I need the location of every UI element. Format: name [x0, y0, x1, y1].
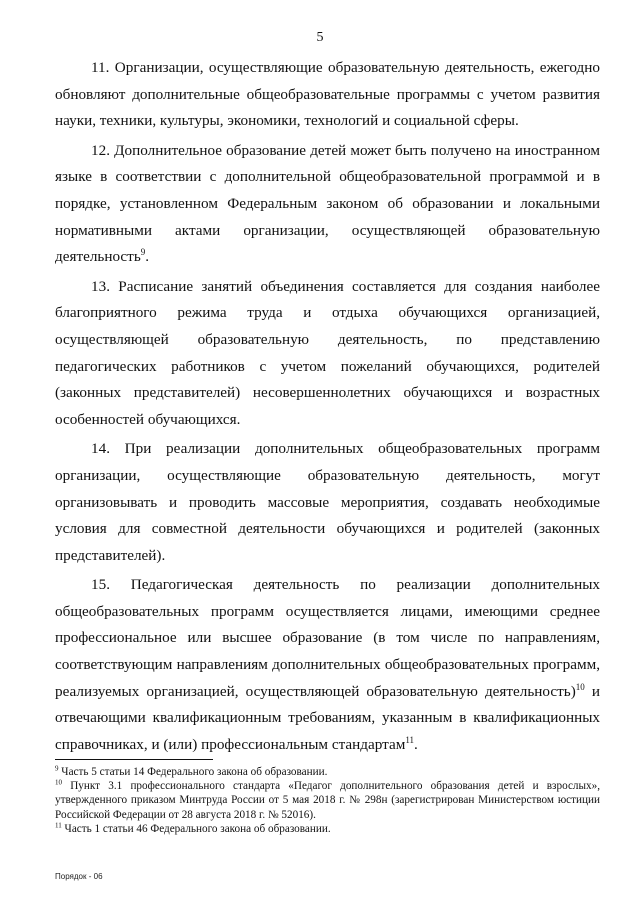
paragraph-text: 14. При реализации дополнительных общеобразовательных программ организации, осуществляющие образовательную деятельность, могут организовывать и проводить массовые мероприятия, создавать необходимые условия для совместной деятельности обучающихся и родителей (законных представителей).: [55, 440, 600, 564]
paragraph-11: [55, 55, 600, 135]
footnote-11: [55, 822, 600, 836]
document-code: Порядок - 06: [55, 872, 103, 881]
footnote-separator: [55, 759, 213, 760]
footnote-ref-9: 9: [140, 247, 146, 258]
footnotes: [55, 765, 600, 836]
paragraph-text: 15. Педагогическая деятельность по реализации дополнительных общеобразовательных программ осуществляется лицами, имеющими среднее профессиональное или высшее образование (в том числе по направлениям, соответствующим направлениям дополнительных общеобразовательных программ, реализуемых организацией, осуществляющей образовательную деятельность): [55, 576, 600, 700]
paragraph-13: [55, 274, 600, 434]
footnote-number: 10: [55, 778, 62, 787]
paragraph-12: [55, 138, 600, 271]
paragraph-text: 12. Дополнительное образование детей может быть получено на иностранном языке в соответствии с дополнительной общеобразовательной программой и в порядке, установленном Федеральным законом об образовании и локальными нормативными актами организации, осуществляющей образовательную деятельность: [55, 141, 600, 266]
footnote-number: 9: [55, 764, 59, 773]
paragraph-14: [55, 436, 600, 569]
footnote-text: Часть 1 статьи 46 Федерального закона об образовании.: [61, 822, 331, 835]
paragraph-text-end: .: [145, 248, 150, 266]
document-body: [55, 55, 600, 758]
paragraph-text-continued: и отвечающими квалификационным требованиям, указанным в квалификационных справочниках, и (или) профессиональным стандартам: [55, 682, 600, 753]
footnote-number: 11: [55, 821, 62, 830]
footnote-text: Пункт 3.1 профессионального стандарта «Педагог дополнительного образования детей и взрослых», утвержденного приказом Минтруда России от 5 мая 2018 г. № 298н (зарегистрирован Министерством юстиции Российской Федерации от 28 августа 2018 г. № 52016).: [55, 780, 600, 821]
paragraph-text: 11. Организации, осуществляющие образовательную деятельность, ежегодно обновляют дополнительные общеобразовательные программы с учетом развития науки, техники, культуры, экономики, технологий и социальной сферы.: [55, 59, 600, 130]
paragraph-text-end: .: [413, 735, 418, 753]
paragraph-text: 13. Расписание занятий объединения составляется для создания наиболее благоприятного режима труда и отдыха обучающихся организацией, осуществляющей образовательную деятельность, по представлению педагогических работников с учетом пожеланий обучающихся, родителей (законных представителей) несовершеннолетних обучающихся и возрастных особенностей обучающихся.: [55, 277, 600, 428]
footnote-10: [55, 779, 600, 822]
footnote-ref-10: 10: [575, 681, 585, 692]
paragraph-15: [55, 572, 600, 758]
footnote-ref-11: 11: [405, 734, 414, 745]
footnote-text: Часть 5 статьи 14 Федерального закона об образовании.: [58, 766, 328, 778]
page-number: 5: [316, 30, 324, 45]
footnote-9: [55, 765, 600, 779]
